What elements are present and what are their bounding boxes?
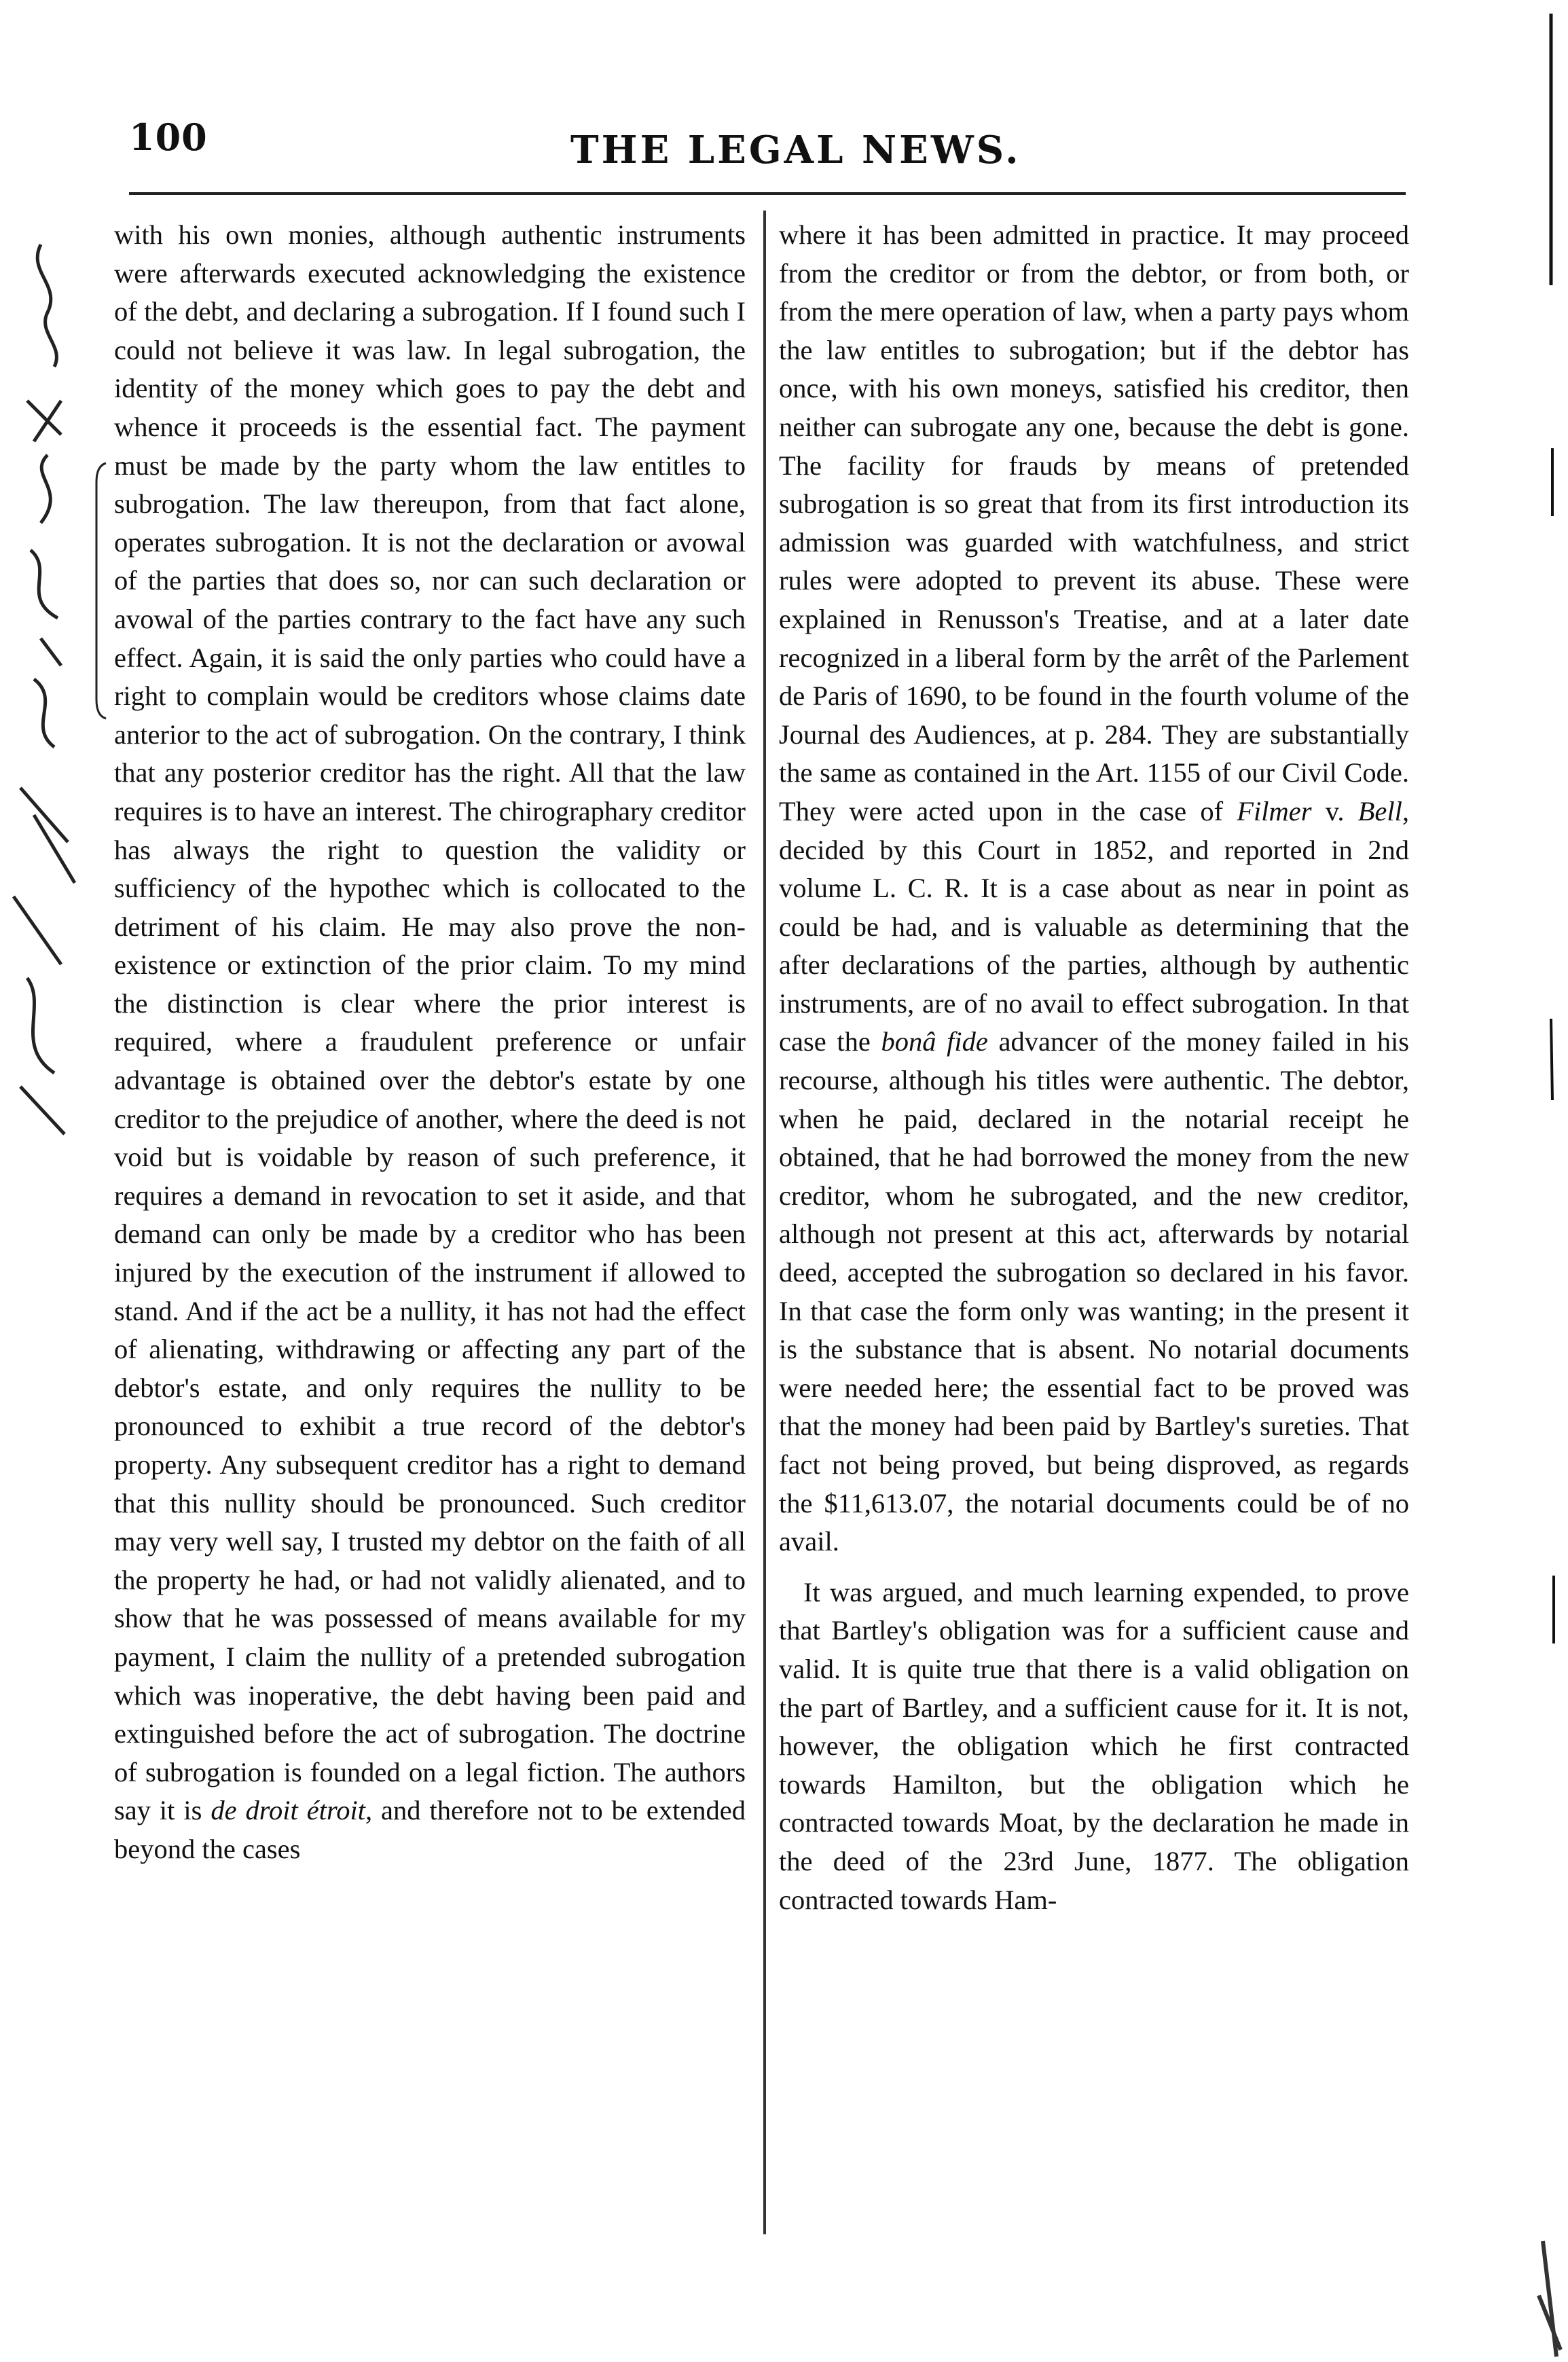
case-name-filmer: Filmer [1237, 795, 1312, 826]
header-rule [129, 192, 1406, 195]
margin-bracket [94, 462, 107, 720]
right-edge-scan-mark [1536, 0, 1563, 2362]
right-column [779, 216, 1409, 1919]
left-column [114, 216, 746, 1869]
page-number: 100 [129, 115, 208, 159]
right-body-text-3: advancer of the money failed in his recourse, although his titles were authentic. The debtor, when he paid, declared in the notarial receipt he obtained, that he had borrowed the money from the new creditor, whom he subrogated, and the new creditor, although not present at this act, afterwards by notarial deed, accepted the subrogation so declared in his favor. In that case the form only was wanting; in the present it is the substance that is absent. No notarial documents were needed here; the essential fact to be proved was that the money had been paid by Bartley's sureties. That fact not being proved, but being disproved, as regards the $11,613.07, the notarial documents could be of no avail. [779, 1026, 1409, 1557]
case-name-bell: Bell, [1357, 795, 1410, 826]
column-divider [763, 211, 766, 2234]
left-body-text-end: and therefore not to be extended beyond the cases [114, 1795, 746, 1864]
running-title: THE LEGAL NEWS. [570, 128, 1021, 172]
right-column-paragraph-2: It was argued, and much learning expended, to prove that Bartley's obligation was for a sufficient cause and valid. It is quite true that there is a valid obligation on the part of Bartley, and a sufficient cause for it. It is not, however, the obligation which he first contracted towards Hamilton, but the obligation which he contracted towards Moat, by the declaration he made in the deed of the 23rd June, 1877. The obligation contracted towards Ham- [779, 1576, 1409, 1915]
right-column-paragraph-1 [779, 216, 1409, 1561]
handwritten-marginalia [0, 231, 102, 1182]
italic-phrase: de droit étroit, [211, 1795, 373, 1826]
left-column-paragraph [114, 216, 746, 1869]
case-versus: v. [1311, 795, 1358, 826]
italic-bona-fide: bonâ fide [881, 1026, 988, 1057]
right-body-text-2: decided by this Court in 1852, and reported in 2nd volume L. C. R. It is a case about as near in point as could be had, and is valuable as determining that the after declarations of the parties, although by authentic instruments, are of no avail to effect subrogation. In that case the [779, 834, 1409, 1057]
left-body-text: with his own monies, although authentic instruments were afterwards executed acknowledging the existence of the debt, and declaring a subrogation. If I found such I could not believe it was law. In legal subrogation, the identity of the money which goes to pay the debt and whence it proceeds is the essential fact. The payment must be made by the party whom the law entitles to subrogation. The law thereupon, from that fact alone, operates subrogation. It is not the declaration or avowal of the parties that does so, nor can such declaration or avowal of the parties contrary to the fact have any such effect. Again, it is said the only parties who could have a right to complain would be creditors whose claims date anterior to the act of subrogation. On the contrary, I think that any posterior creditor has the right. All that the law requires is to have an interest. The chirographary creditor has always the right to question the validity or sufficiency of the hypothec which is collocated to the detriment of his claim. He may also prove the non-existence or extinction of the prior claim. To my mind the distinction is clear where the prior interest is required, where a fraudulent preference or unfair advantage is obtained over the debtor's estate by one creditor to the prejudice of another, where the deed is not void but is voidable by reason of such preference, it requires a demand in revocation to set it aside, and that demand can only be made by a creditor who has been injured by the execution of the instrument if allowed to stand. And if the act be a nullity, it has not had the effect of alienating, withdrawing or affecting any part of the debtor's estate, and only requires the nullity to be pronounced to exhibit a true record of the debtor's property. Any subsequent creditor has a right to demand that this nullity should be pronounced. Such creditor may very well say, I trusted my debtor on the faith of all the property he had, or had not validly alienated, and to show that he was possessed of means available for my payment, I claim the nullity of a pretended subrogation which was inoperative, the debt having been paid and extinguished before the act of subrogation. The doctrine of subrogation is founded on a legal fiction. The authors say it is [114, 219, 746, 1826]
right-body-text: where it has been admitted in practice. It may proceed from the creditor or from the debtor, or from both, or from the mere operation of law, when a party pays whom the law entitles to subrogation; but if the debtor has once, with his own moneys, satisfied his creditor, then neither can subrogate any one, because the debt is gone. The facility for frauds by means of pretended subrogation is so great that from its first introduction its admission was guarded with watchfulness, and strict rules were adopted to prevent its abuse. These were explained in Renusson's Treatise, and at a later date recognized in a liberal form by the arrêt of the Parlement de Paris of 1690, to be found in the fourth volume of the Journal des Audiences, at p. 284. They are substantially the same as contained in the Art. 1155 of our Civil Code. They were acted upon in the case of [779, 219, 1409, 826]
